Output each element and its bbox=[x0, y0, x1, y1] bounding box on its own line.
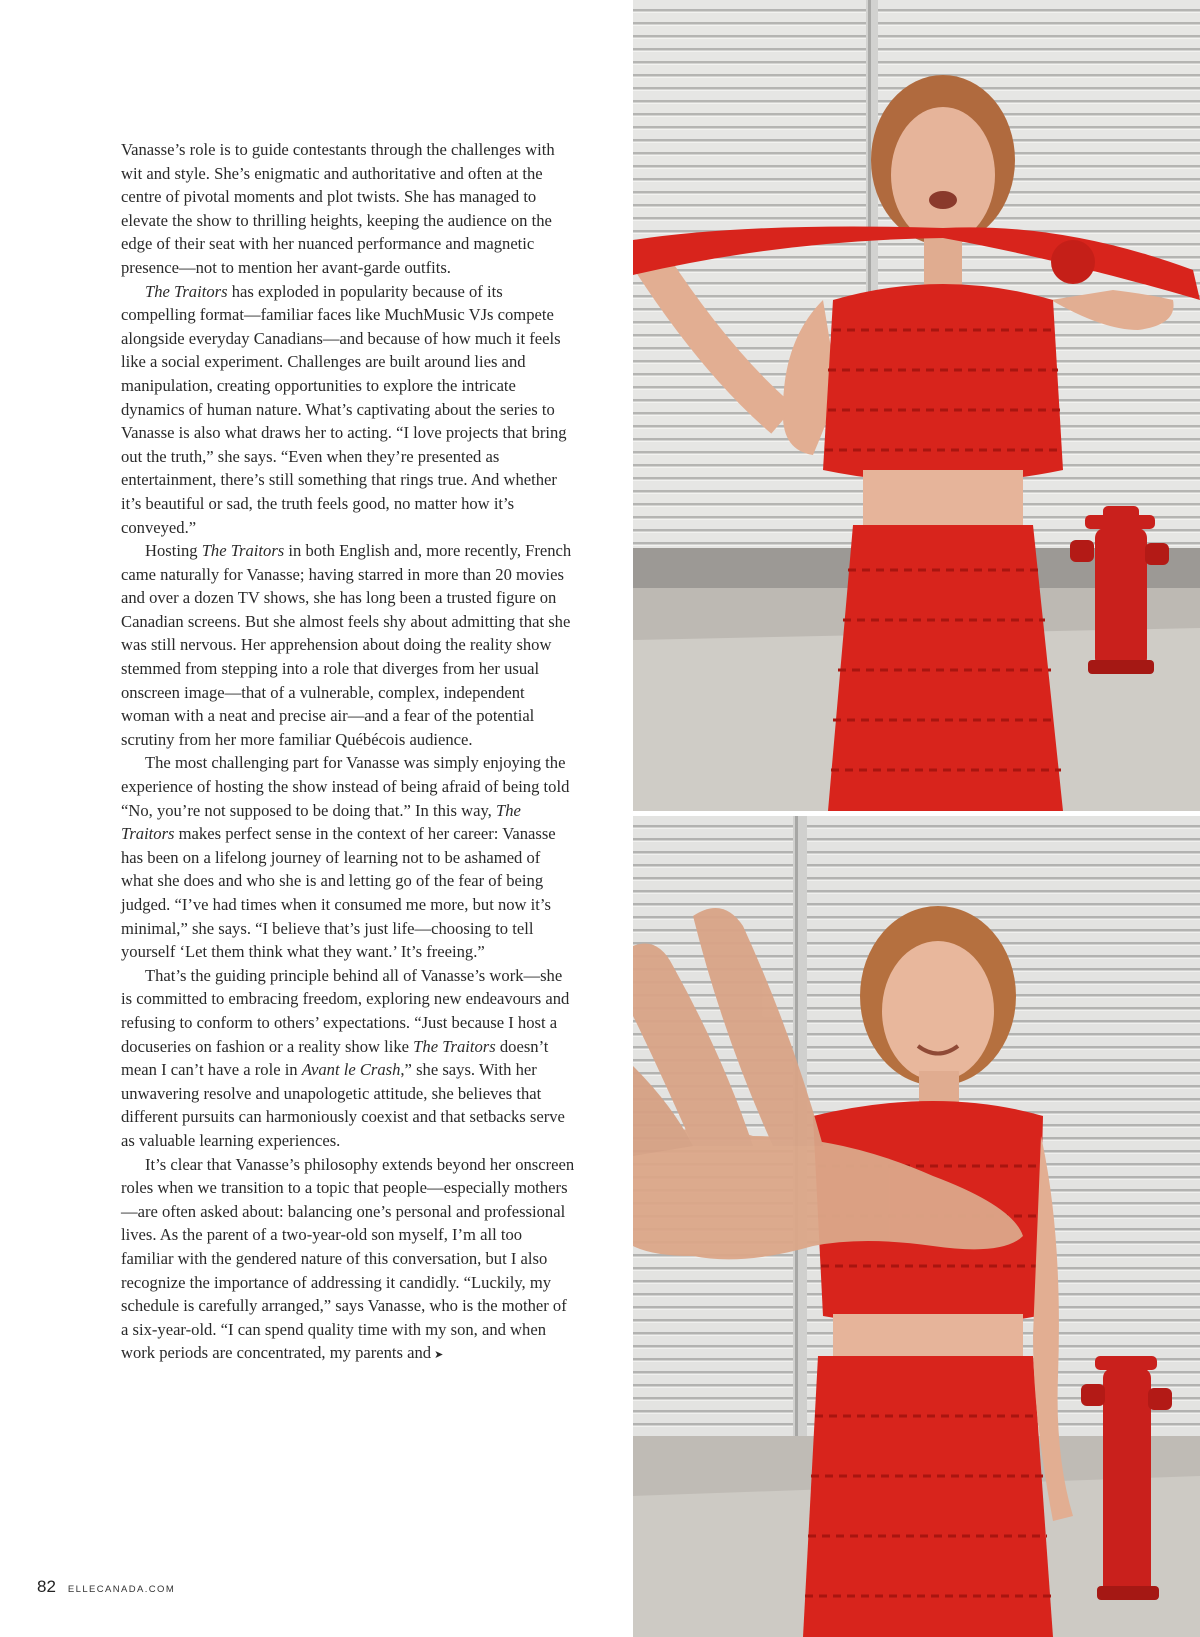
paragraph-text: makes perfect sense in the context of her career: Vanasse has been on a lifelong journey of learning not to be ashamed of what she does and who she is and letting go of the fear of being judged. “I’ve had times when it consumed me more, but now it’s minimal,” she says. “I believe that’s just life—choosing to tell yourself ‘Let them think what they want.’ It’s freeing.” bbox=[121, 824, 556, 962]
continue-arrow-icon: ➤ bbox=[434, 1349, 444, 1362]
site-url: ELLECANADA.COM bbox=[67, 1584, 176, 1595]
article-paragraph bbox=[121, 751, 576, 963]
paragraph-text: ,” she says. With her unwavering resolve and unapologetic attitude, she believes that different pursuits can harmoniously coexist and that setbacks serve as valuable learning experiences. bbox=[121, 1060, 565, 1150]
paragraph-text: That’s the guiding principle behind all of Vanasse’s work—she is committed to embracing freedom, exploring new endeavours and refusing to conform to others’ expectations. “Just because I host a docuseries on fashion or a reality show like bbox=[121, 965, 570, 1056]
title-reference: The Traitors bbox=[121, 800, 521, 844]
title-reference: The Traitors bbox=[413, 1036, 496, 1056]
title-reference: Avant le Crash bbox=[301, 1060, 401, 1080]
article-paragraph bbox=[121, 280, 576, 540]
paragraph-text: doesn’t mean I can’t have a role in bbox=[121, 1036, 549, 1080]
photo-top bbox=[633, 0, 1200, 811]
title-reference: The Traitors bbox=[145, 281, 228, 301]
page-footer bbox=[37, 1577, 175, 1597]
photo-bottom bbox=[633, 816, 1200, 1637]
article-paragraph bbox=[121, 1153, 576, 1368]
paragraph-text: It’s clear that Vanasse’s philosophy extends beyond her onscreen roles when we transition to a topic that people—especially mothers—are often asked about: balancing one’s personal and professional lives. As the parent of a two-year-old son myself, I’m all too familiar with the gendered nature of this conversation, but I also recognize the importance of addressing it candidly. “Luckily, my schedule is carefully arranged,” says Vanasse, who is the mother of a six-year-old. “I can spend quality time with my son, and when work periods are concentrated, my parents and bbox=[121, 1154, 575, 1363]
paragraph-text: The most challenging part for Vanasse was simply enjoying the experience of hosting the show instead of being afraid of being told “No, you’re not supposed to be doing that.” In this way, bbox=[121, 753, 570, 820]
article-paragraph bbox=[121, 964, 576, 1153]
article-body bbox=[121, 138, 576, 1368]
paragraph-text: has exploded in popularity because of its compelling format—familiar faces like MuchMusic VJs compete alongside everyday Canadians—and because of how much it feels like a social experiment. Challenges are built around lies and manipulation, creating opportunities to explore the intricate dynamics of human nature. What’s captivating about the series to Vanasse is also what draws her to acting. “I love projects that bring out the truth,” she says. “Even when they’re presented as entertainment, there’s still something that rings true. And whether it’s beautiful or sad, the truth feels good, no matter how it’s conveyed.” bbox=[121, 281, 567, 537]
paragraph-text: Hosting bbox=[145, 541, 202, 561]
article-paragraph bbox=[121, 539, 576, 751]
title-reference: The Traitors bbox=[201, 541, 285, 561]
photo-top-image bbox=[633, 0, 1200, 811]
photo-bottom-image bbox=[633, 816, 1200, 1637]
article-paragraph bbox=[121, 138, 576, 280]
paragraph-text: Vanasse’s role is to guide contestants through the challenges with wit and style. She’s enigmatic and authoritative and often at the centre of pivotal moments and plot twists. She has managed to elevate the show to thrilling heights, keeping the audience on the edge of their seat with her nuanced performance and magnetic presence—not to mention her avant-garde outfits. bbox=[121, 140, 555, 277]
paragraph-text: in both English and, more recently, French came naturally for Vanasse; having starred in more than 20 movies and over a dozen TV shows, she has long been a trusted figure on Canadian screens. But she almost feels shy about admitting that she was still nervous. Her apprehension about doing the reality show stemmed from stepping into a role that diverges from her usual onscreen image—that of a vulnerable, complex, independent woman with a neat and precise air—and a fear of the potential scrutiny from her more familiar Québécois audience. bbox=[121, 541, 572, 749]
page-number: 82 bbox=[37, 1577, 56, 1596]
